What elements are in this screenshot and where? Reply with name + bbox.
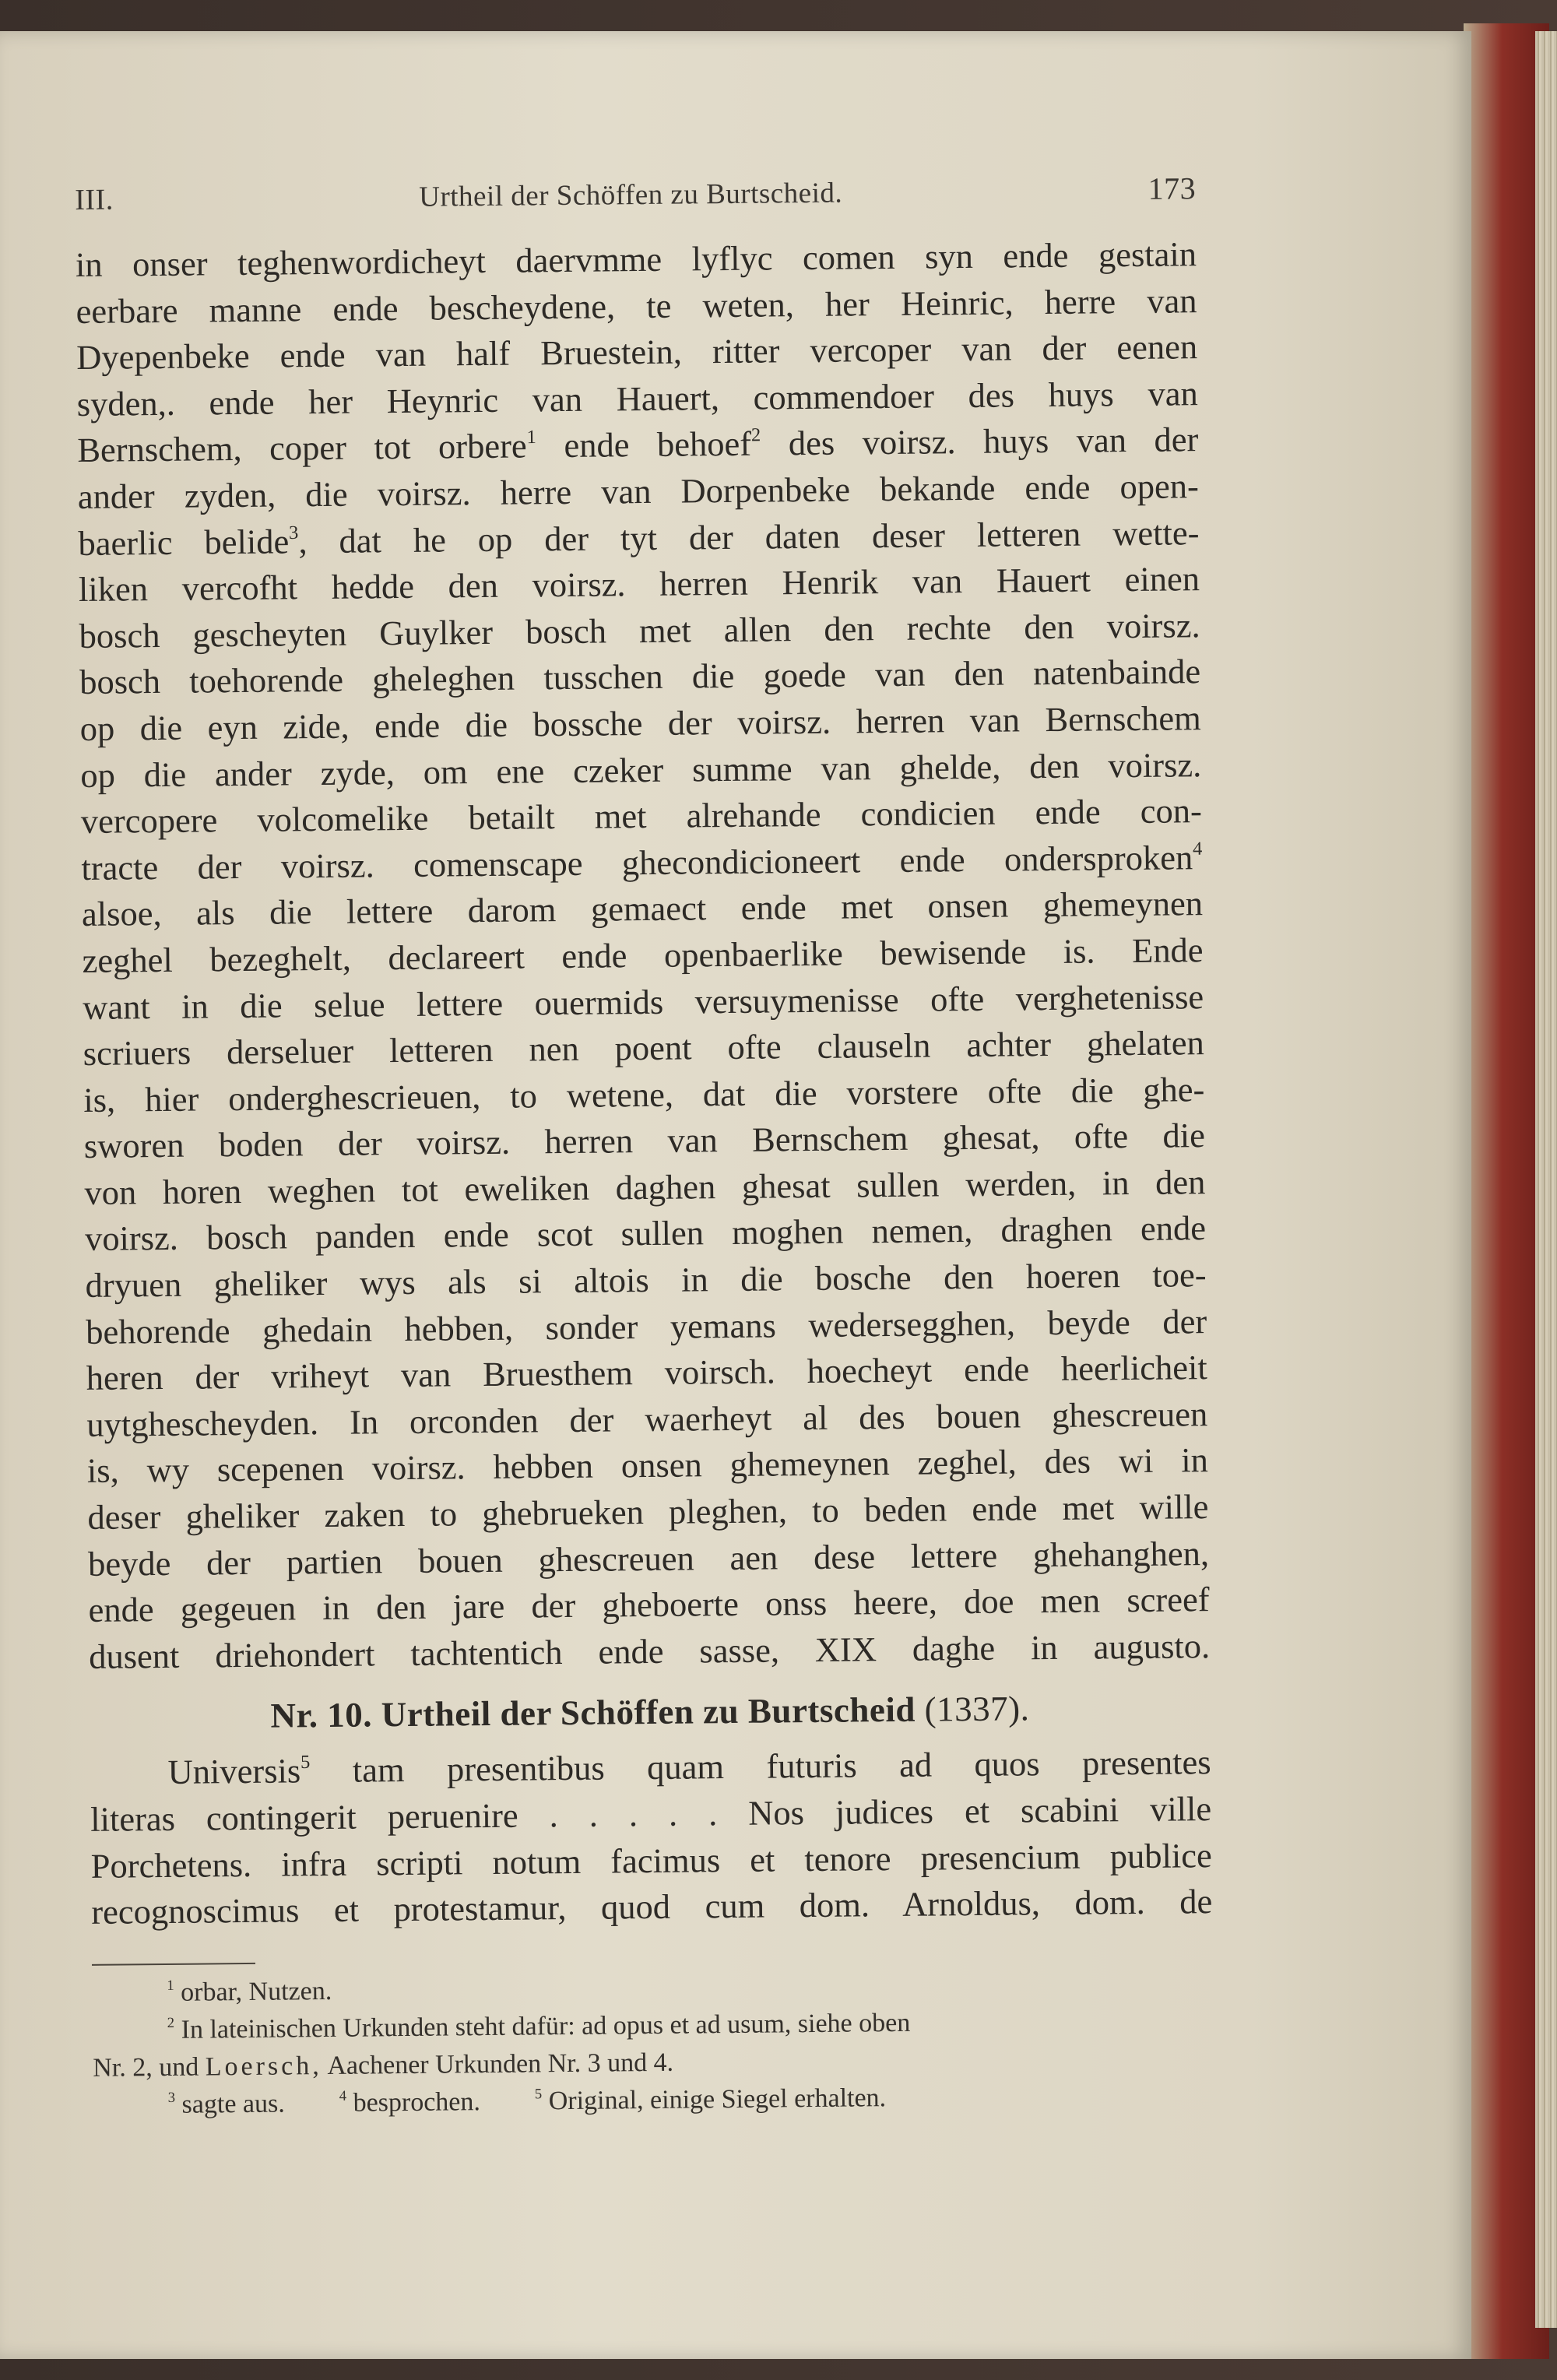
footnote-3 [168, 2085, 285, 2123]
text-line: dryuen gheliker wys als si altois in die bosche den hoeren toe- [85, 1255, 1207, 1305]
footnote-ref: 3 [288, 522, 299, 543]
text-line: bosch gescheyten Guylker bosch met allen den rechte den voirsz. [79, 605, 1200, 656]
footnote-5 [535, 2079, 887, 2120]
footnote-text: In lateinischen Urkunden steht dafür: ad opus et ad usum, siehe oben [181, 2008, 911, 2044]
text-line: recognoscimus et protestamur, quod cum dom. Arnoldus, dom. de [91, 1882, 1213, 1932]
text-fragment: tracte der voirsz. comenscape ghecondicioneert ende ondersproken [81, 837, 1193, 888]
text-line: scriuers derseluer letteren nen poent ofte clauseln achter ghelaten [83, 1023, 1204, 1074]
footnotes [92, 1964, 1214, 2125]
footnote-marker: 2 [167, 2014, 175, 2031]
text-line: deser gheliker zaken to ghebrueken pleghen, to beden ende met wille [87, 1487, 1209, 1537]
text-line: is, hier onderghescrieuen, to wetene, dat die vorstere ofte die ghe- [83, 1069, 1205, 1120]
footnote-text: Original, einige Siegel erhalten. [548, 2083, 887, 2116]
text-line: is, wy scepenen voirsz. hebben onsen ghemeynen zeghel, des wi in [86, 1440, 1209, 1491]
footnote-ref: 4 [1192, 838, 1203, 860]
document-heading [90, 1686, 1211, 1738]
text-line: ander zyden, die voirsz. herre van Dorpenbeke bekande ende open- [77, 466, 1200, 516]
heading-year: (1337). [924, 1689, 1030, 1730]
text-line: behorende ghedain hebben, sonder yemans wedersegghen, beyde der [85, 1301, 1207, 1352]
text-fragment: , dat he op der tyt der daten deser letteren wette- [298, 512, 1200, 561]
footnote-marker: 3 [167, 2089, 176, 2106]
footnote-marker: 5 [534, 2086, 543, 2103]
page-number: 173 [1148, 171, 1197, 206]
text-line: eerbare manne ende bescheydene, te weten, her Heinric, herre van [76, 280, 1197, 331]
text-line: heren der vriheyt van Bruesthem voirsch. hoecheyt ende heerlicheit [86, 1348, 1207, 1398]
footnote-ref: 2 [750, 424, 761, 446]
text-line: op die eyn zide, ende die bossche der voirsz. herren van Bernschem [79, 698, 1201, 748]
footnote-ref: 5 [300, 1752, 311, 1774]
text-line: zeghel bezeghelt, declareert ende openbaerlike bewisende is. Ende [82, 930, 1204, 980]
text-line: alsoe, als die lettere darom gemaect ende met onsen ghemeynen [81, 884, 1204, 934]
footnote-marker: 1 [167, 1977, 174, 1994]
text-fragment: Bernschem, coper tot orbere [77, 426, 527, 470]
page-text-block [75, 170, 1214, 2124]
text-fragment: ende behoef [564, 424, 752, 466]
running-title: Urtheil der Schöffen zu Burtscheid. [419, 177, 843, 213]
text-fragment: Universis [167, 1751, 301, 1792]
footnote-author: Loersch, [205, 2051, 322, 2082]
text-fragment: tam presentibus quam futuris ad quos presentes [352, 1742, 1211, 1791]
text-line: sworen boden der voirsz. herren van Bernschem ghesat, ofte die [83, 1116, 1206, 1166]
text-line: op die ander zyde, om ene czeker summe van ghelde, den voirsz. [80, 744, 1202, 795]
text-line: literas contingerit peruenire . . . . . Nos judices et scabini ville [90, 1789, 1212, 1839]
footnote-text: Aachener Urkunden Nr. 3 und 4. [327, 2048, 674, 2080]
heading-title: Urtheil der Schöffen zu Burtscheid [381, 1690, 916, 1735]
document-body-second [90, 1739, 1212, 1935]
footnote-ref: 1 [526, 427, 536, 448]
text-line: voirsz. bosch panden ende scot sullen moghen nemen, draghen ende [84, 1208, 1207, 1259]
footnote-text: orbar, Nutzen. [181, 1976, 332, 2007]
text-line: von horen weghen tot eweliken daghen ghesat sullen werden, in den [84, 1162, 1206, 1212]
text-line: syden,. ende her Heynric van Hauert, commendoer des huys van [76, 373, 1198, 424]
text-line: Dyepenbeke ende van half Bruestein, ritter vercoper van der eenen [76, 327, 1198, 378]
page-stack-edges [1535, 31, 1557, 2328]
text-line: dusent driehondert tachtentich ende sasse, XIX daghe in augusto. [88, 1626, 1211, 1676]
text-line: beyde der partien bouen ghescreuen aen dese lettere ghehanghen, [87, 1533, 1210, 1584]
text-line: bosch toehorende gheleghen tusschen die goede van den natenbainde [79, 652, 1201, 702]
text-fragment: baerlic belide [78, 521, 290, 563]
text-line: vercopere volcomelike betailt met alrehande condicien ende con- [80, 791, 1203, 842]
footnote-marker: 4 [339, 2087, 347, 2104]
document-body [76, 231, 1211, 1680]
text-line: uytghescheyden. In orconden der waerheyt al des bouen ghescreuen [86, 1394, 1208, 1444]
footnote-text: besprochen. [353, 2086, 481, 2118]
text-line: in onser teghenwordicheyt daervmme lyflyc comen syn ende gestain [75, 234, 1197, 284]
text-line: liken vercofht hedde den voirsz. herren Henrik van Hauert einen [78, 559, 1200, 610]
footnote-text: Nr. 2, und [93, 2052, 199, 2083]
text-line: Porchetens. infra scripti notum facimus et tenore presencium publice [90, 1835, 1212, 1886]
text-line: ende gegeuen in den jare der gheboerte onss heere, doe men screef [88, 1580, 1210, 1630]
footnote-divider [92, 1963, 255, 1966]
section-number: III. [75, 183, 114, 216]
heading-number: Nr. 10. [270, 1695, 373, 1736]
footnote-4 [339, 2083, 481, 2122]
text-fragment: des voirsz. huys van der [788, 420, 1199, 463]
footnote-text: sagte aus. [181, 2089, 285, 2119]
text-line: want in die selue lettere ouermids versuymenisse ofte verghetenisse [82, 976, 1204, 1027]
